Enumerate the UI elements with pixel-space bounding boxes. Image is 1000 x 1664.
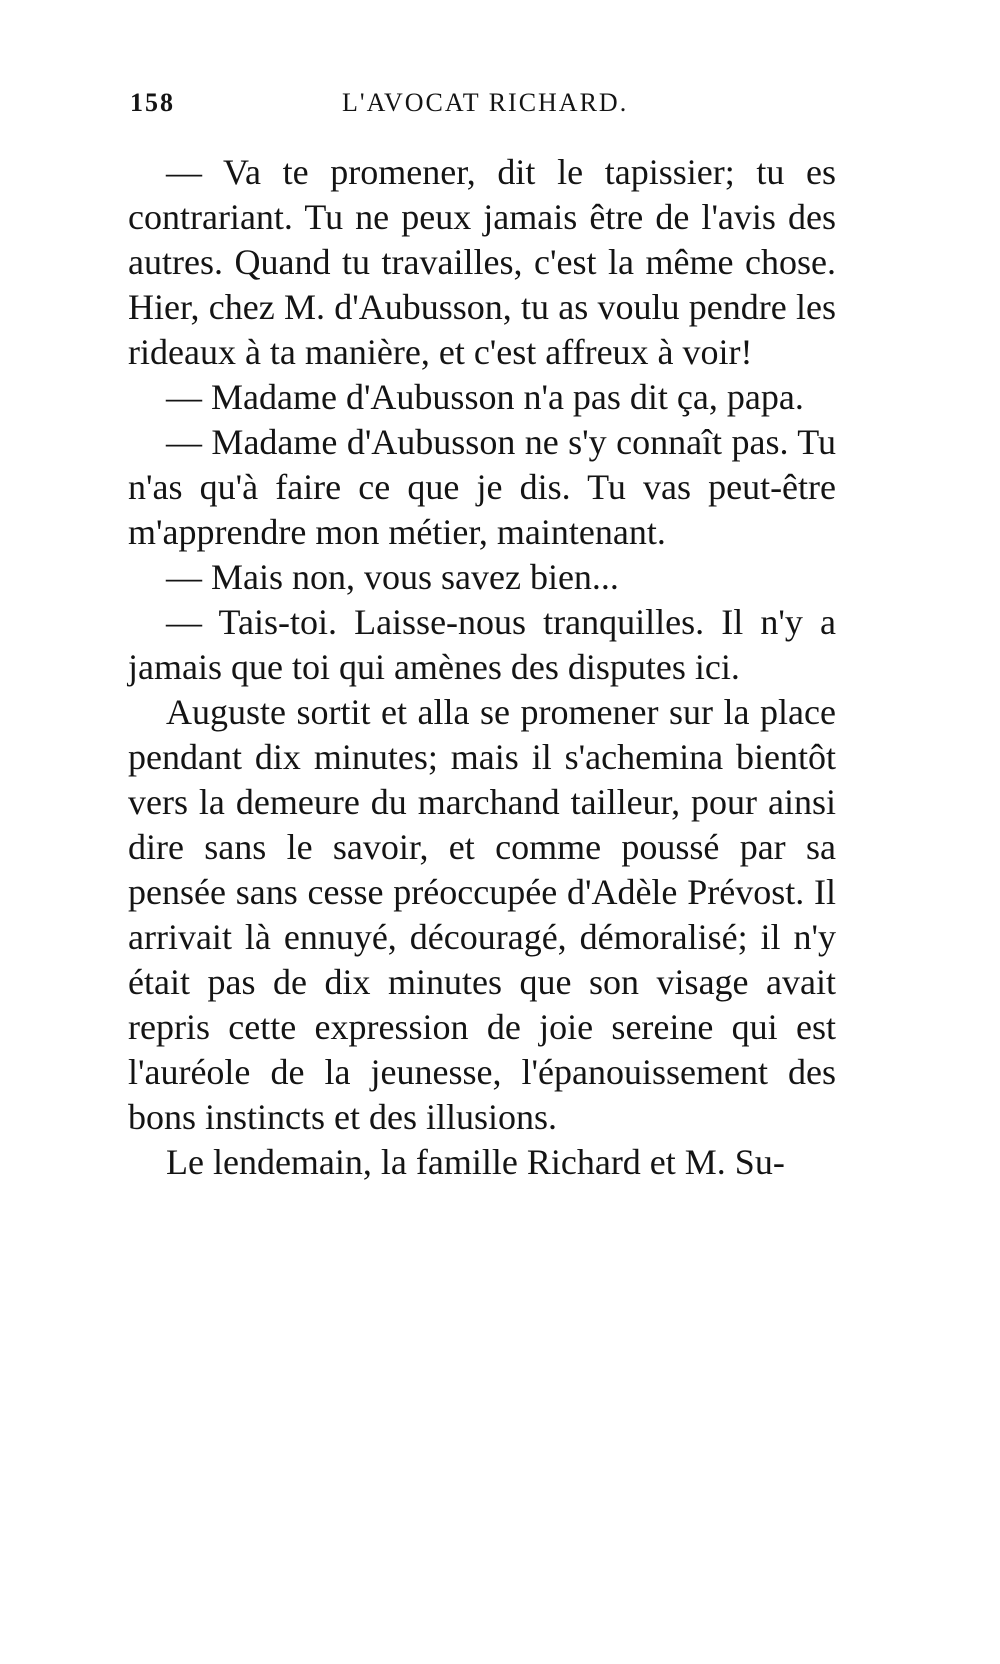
- paragraph-6: Auguste sortit et alla se promener sur la place pendant dix minutes; mais il s'achemina bientôt vers la demeure du marchand tailleur, pour ainsi dire sans le savoir, et comme poussé par sa pensée sans cesse préoccupée d'Adèle Prévost. Il arrivait là ennuyé, découragé, démoralisé; il n'y était pas de dix minutes que son visage avait repris cette expression de joie sereine qui est l'auréole de la jeunesse, l'épanouissement des bons instincts et des illusions.: [128, 692, 836, 1137]
- paragraph-1: — Va te promener, dit le tapissier; tu es contrariant. Tu ne peux jamais être de l'avis des autres. Quand tu travailles, c'est la même chose. Hier, chez M. d'Aubusson, tu as voulu pendre les rideaux à ta manière, et c'est affreux à voir!: [128, 152, 836, 372]
- paragraph-3: — Madame d'Aubusson ne s'y connaît pas. Tu n'as qu'à faire ce que je dis. Tu vas peut-être m'apprendre mon métier, maintenant.: [128, 422, 836, 552]
- body-text: [128, 150, 836, 1185]
- paragraph-2: — Madame d'Aubusson n'a pas dit ça, papa.: [166, 377, 804, 417]
- page-number: 158: [130, 88, 175, 117]
- running-title: L'AVOCAT RICHARD.: [342, 88, 629, 117]
- paragraph-4: — Mais non, vous savez bien...: [166, 557, 619, 597]
- running-head: [130, 88, 630, 128]
- paragraph-5: — Tais-toi. Laisse-nous tranquilles. Il n'y a jamais que toi qui amènes des disputes ici.: [128, 602, 836, 687]
- paragraph-7: Le lendemain, la famille Richard et M. Su-: [166, 1142, 785, 1182]
